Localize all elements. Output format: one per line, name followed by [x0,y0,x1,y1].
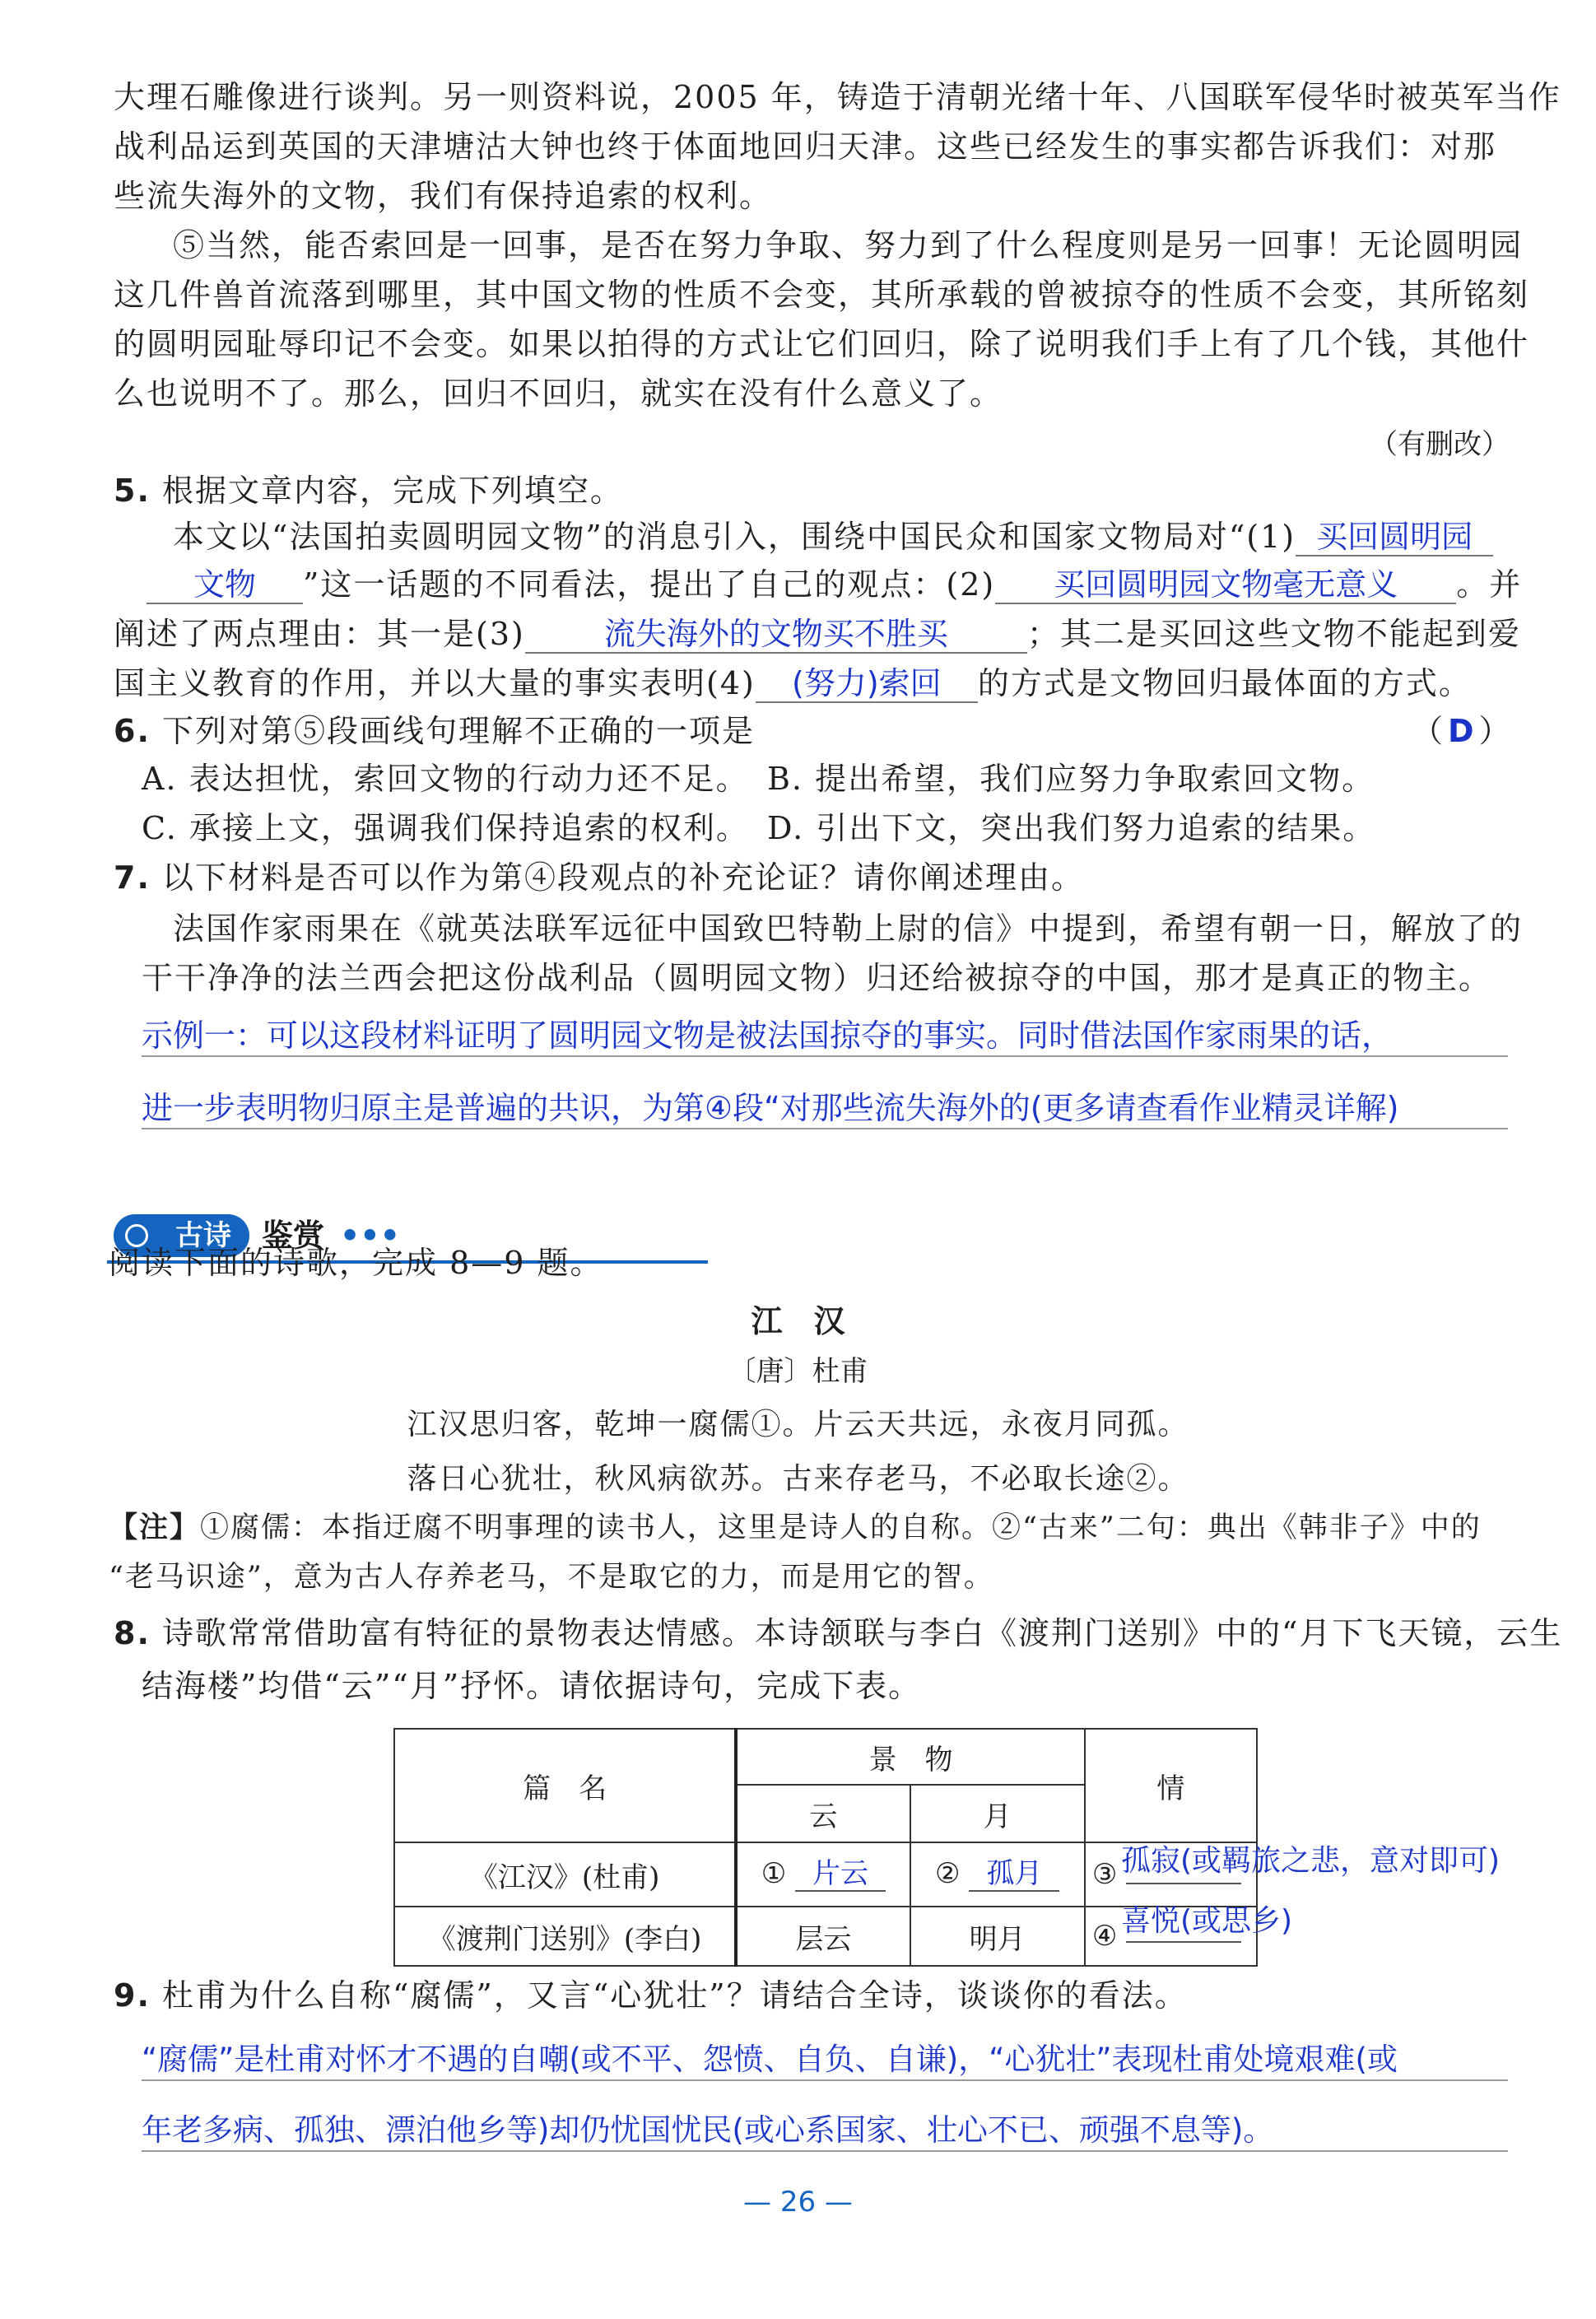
q7-material-1: 法国作家雨果在《就英法联军远征中国致巴特勒上尉的信》中提到，希望有朝一日，解放了的 [173,910,1524,947]
row1-moon-answer[interactable]: 孤月 [969,1857,1059,1892]
th-cloud: 云 [736,1785,910,1842]
row2-moon: 明月 [910,1907,1085,1966]
row1-name: 《江汉》(杜甫) [394,1842,736,1907]
q9-answer-line-1[interactable]: “腐儒”是杜甫对怀才不遇的自嘲(或不平、怨愤、自负、自谦)，“心犹壮”表现杜甫处境艰难(或 [142,2040,1508,2081]
q6-stem [114,711,1513,751]
q5-answer-1b[interactable]: 文物 [147,566,303,604]
poem-note-2: “老马识途”，意为古人存养老马，不是取它的力，而是用它的智。 [109,1561,994,1594]
passage-line-1: 大理石雕像进行谈判。另一则资料说，2005 年，铸造于清朝光绪十年、八国联军侵华时被英军当作 [114,79,1561,115]
para5-line-4: 么也说明不了。那么，回归不回归，就实在没有什么意义了。 [114,375,1003,412]
passage-line-3: 些流失海外的文物，我们有保持追索的权利。 [114,178,773,214]
row1-moon-cell [910,1842,1085,1907]
q7-stem [114,858,1513,897]
q5-line-2-end: 。并 [1456,566,1523,603]
th-moon: 月 [910,1785,1085,1842]
q6-option-c[interactable]: C. 承接上文，强调我们保持追索的权利。 [142,810,749,846]
q7-stem-text: 以下材料是否可以作为第④段观点的补充论证？请你阐述理由。 [161,859,1084,896]
section-dots-icon: ••• [340,1218,400,1254]
row1-cloud-cell [736,1842,910,1907]
q6-option-a[interactable]: A. 表达担忧，索回文物的行动力还不足。 [142,761,749,797]
th-emotion: 情 [1085,1729,1257,1842]
poem-title: 江 汉 [751,1303,845,1339]
poem-line-1: 江汉思归客，乾坤一腐儒①。片云天共远，永夜月同孤。 [407,1408,1189,1441]
row1-marker-1: ① [761,1857,787,1890]
q6-number: 6. [114,713,151,749]
q5-answer-3[interactable]: 流失海外的文物买不胜买 [525,616,1027,654]
q6-paren-left: （ [1412,713,1444,749]
row1-cloud-answer[interactable]: 片云 [795,1857,886,1892]
q5-stem-text: 根据文章内容，完成下列填空。 [161,473,623,509]
q6-answer[interactable]: D [1448,713,1474,749]
row1-emotion-underline [1126,1883,1241,1884]
th-scene: 景 物 [736,1729,1085,1785]
q5-line-4 [114,664,1513,703]
q9-stem-text: 杜甫为什么自称“腐儒”，又言“心犹壮”？请结合全诗，谈谈你的看法。 [161,1977,1188,2014]
q7-material-2: 干干净净的法兰西会把这份战利品（圆明园文物）归还给被掠夺的中国，那才是真正的物主。 [142,960,1492,996]
q6-option-d[interactable]: D. 引出下文，突出我们努力追索的结果。 [767,810,1376,846]
q8-stem-text-1: 诗歌常常借助富有特征的景物表达情感。本诗颔联与李白《渡荆门送别》中的“月下飞天镜，云生 [161,1615,1563,1651]
q8-number: 8. [114,1615,151,1651]
th-name: 篇 名 [394,1729,736,1842]
row2-name: 《渡荆门送别》(李白) [394,1907,736,1966]
q7-answer-line-1[interactable]: 示例一：可以这段材料证明了圆明园文物是被法国掠夺的事实。同时借法国作家雨果的话， [142,1016,1508,1057]
q9-number: 9. [114,1977,151,2014]
q8-stem-2: 结海楼”均借“云”“月”抒怀。请依据诗句，完成下表。 [142,1668,922,1704]
source-note: （有删改） [1370,428,1510,461]
q5-stem [114,471,1513,510]
q5-number: 5. [114,473,151,509]
poem-note-label: 【注】 [109,1511,201,1544]
row1-emotion-answer[interactable]: 孤寂(或羁旅之悲，意对即可) [1121,1844,1501,1878]
q6-answer-bracket [1412,711,1510,751]
q5-line-2-text: ”这一话题的不同看法，提出了自己的观点：(2) [303,566,996,603]
q5-line-3 [114,614,1521,654]
section-title-text: 鉴赏 [262,1218,325,1254]
poem-note-text-1: ①腐儒：本指迂腐不明事理的读书人，这里是诗人的自称。②“古来”二句：典出《韩非子》中的 [200,1511,1482,1544]
q5-line-3-text: 阐述了两点理由：其一是(3) [114,616,525,652]
poem-intro: 阅读下面的诗歌，完成 8—9 题。 [109,1245,603,1281]
q5-line-2 [114,565,1523,604]
page-number: — 26 — [743,2186,853,2219]
row1-marker-2: ② [935,1857,961,1890]
q7-answer-line-2[interactable]: 进一步表明物归原主是普遍的共识，为第④段“对那些流失海外的(更多请查看作业精灵详解) [142,1088,1508,1129]
q5-line-4-text: 国主义教育的作用，并以大量的事实表明(4) [114,665,756,701]
section-pill-text: 古诗 [175,1219,231,1252]
q9-stem [114,1976,1513,2015]
para5-line-3: 的圆明园耻辱印记不会变。如果以拍得的方式让它们回归，除了说明我们手上有了几个钱，其他什 [114,326,1530,362]
poem-author: 〔唐〕杜甫 [728,1355,868,1388]
row2-emotion-answer[interactable]: 喜悦(或思乡) [1121,1904,1293,1938]
q6-options-row-2 [142,808,1541,848]
para5-line-2: 这几件兽首流落到哪里，其中国文物的性质不会变，其所承载的曾被掠夺的性质不会变，其所铭刻 [114,277,1530,313]
q5-answer-4[interactable]: (努力)索回 [756,665,978,703]
para5-line-1: ⑤当然，能否索回是一回事，是否在努力争取、努力到了什么程度则是另一回事！无论圆明园 [173,227,1524,263]
poem-line-2: 落日心犹壮，秋风病欲苏。古来存老马，不必取长途②。 [407,1462,1189,1496]
q5-line-1-text: 本文以“法国拍卖圆明园文物”的消息引入，围绕中国民众和国家文物局对“(1) [173,519,1296,555]
q5-answer-2[interactable]: 买回圆明园文物毫无意义 [995,566,1456,604]
poem-note-1 [109,1508,1508,1548]
row1-marker-3: ③ [1091,1858,1118,1891]
q6-option-b[interactable]: B. 提出希望，我们应努力争取索回文物。 [767,761,1375,797]
q7-number: 7. [114,859,151,896]
q8-stem-1 [114,1614,1563,1653]
q9-answer-line-2[interactable]: 年老多病、孤独、漂泊他乡等)却仍忧国忧民(或心系国家、壮心不已、顽强不息等)。 [142,2111,1508,2152]
row2-emotion-underline [1126,1941,1241,1943]
passage-line-2: 战利品运到英国的天津塘沽大钟也终于体面地回归天津。这些已经发生的事实都告诉我们：对那 [114,128,1497,165]
q5-line-1 [173,517,1572,556]
row2-cloud: 层云 [736,1907,910,1966]
q6-paren-right: ） [1478,713,1510,749]
q6-options-row-1 [142,759,1541,799]
q5-answer-1a[interactable]: 买回圆明园 [1296,519,1493,556]
q5-line-3-end: ；其二是买回这些文物不能起到爱 [1026,616,1521,652]
q6-stem-text: 下列对第⑤段画线句理解不正确的一项是 [161,713,755,749]
row2-marker-4: ④ [1091,1920,1118,1953]
q5-line-4-end: 的方式是文物回归最体面的方式。 [977,665,1472,701]
